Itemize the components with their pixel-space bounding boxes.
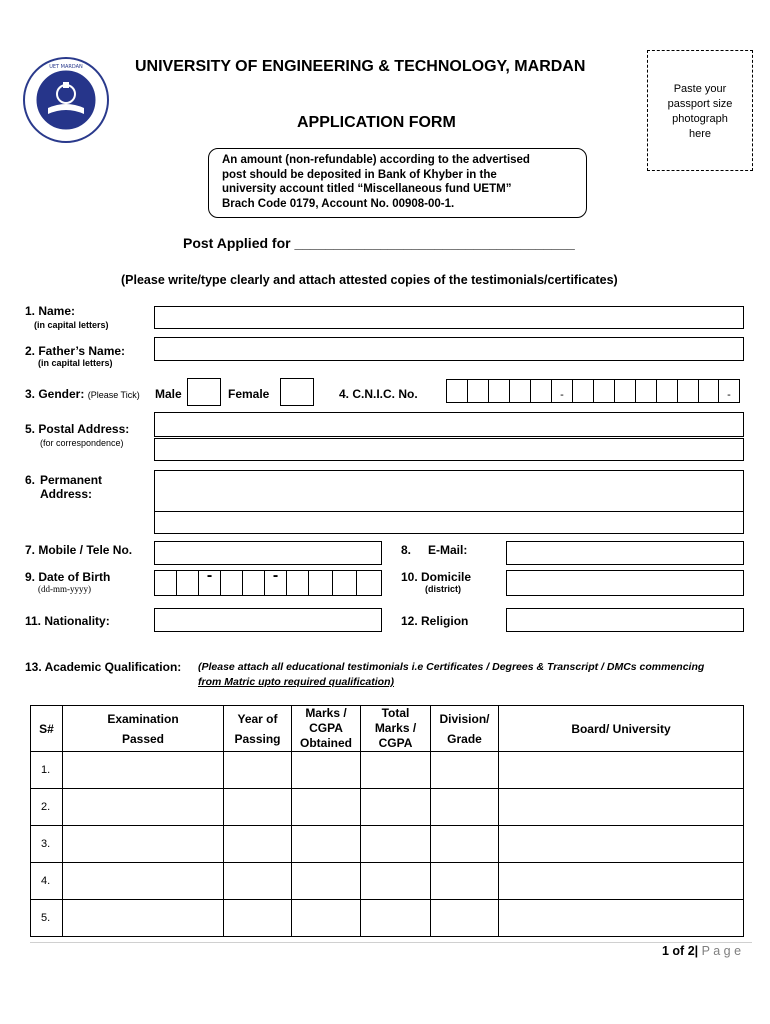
board-cell[interactable]	[499, 826, 744, 863]
board-cell[interactable]	[499, 863, 744, 900]
nationality-input[interactable]	[154, 608, 382, 632]
cnic-cell[interactable]	[677, 379, 699, 403]
marks-cell[interactable]	[292, 863, 361, 900]
header-division-text: Division/	[439, 711, 490, 726]
row-number: 4.	[31, 863, 63, 900]
page-number: 1 of 2	[662, 944, 695, 958]
cnic-cell[interactable]	[656, 379, 678, 403]
row-number: 2.	[31, 789, 63, 826]
domicile-label: 10. Domicile	[401, 570, 472, 584]
total-cell[interactable]	[361, 826, 431, 863]
page-word: P a g e	[701, 944, 742, 958]
fee-notice	[208, 148, 587, 218]
dob-cell[interactable]	[176, 570, 199, 596]
academic-note-line: from Matric upto required qualification)	[198, 676, 395, 688]
dob-cell[interactable]	[308, 570, 333, 596]
dob-dash-cell	[198, 567, 221, 596]
exam-cell[interactable]	[63, 900, 224, 937]
notice-line: Brach Code 0179, Account No. 00908-00-1.	[222, 197, 455, 210]
cnic-cell[interactable]	[635, 379, 657, 403]
name-input[interactable]	[154, 306, 744, 329]
photo-text-line: photograph	[672, 113, 728, 125]
cnic-label: 4. C.N.I.C. No.	[339, 387, 418, 401]
permanent-address-label: Permanent	[40, 473, 103, 487]
marks-cell[interactable]	[292, 826, 361, 863]
cnic-cell[interactable]	[593, 379, 615, 403]
header-division-text: Grade	[447, 731, 482, 746]
page-separator: |	[694, 944, 699, 958]
male-label: Male	[155, 387, 182, 401]
photo-text-line: here	[688, 128, 712, 140]
cnic-dash: -	[727, 389, 731, 401]
nationality-label: 11. Nationality:	[25, 614, 110, 628]
email-input[interactable]	[506, 541, 744, 565]
cnic-dash: -	[560, 389, 564, 401]
university-title: UNIVERSITY OF ENGINEERING & TECHNOLOGY, MARDAN	[135, 58, 586, 75]
email-label: E-Mail:	[428, 543, 468, 557]
header-marks-text: Obtained	[299, 736, 352, 750]
header-board-text: Board/ University	[571, 721, 671, 736]
marks-cell[interactable]	[292, 752, 361, 789]
year-cell[interactable]	[224, 826, 292, 863]
dob-hint: (dd-mm-yyyy)	[38, 584, 91, 594]
post-applied-field[interactable]: Post Applied for ____________________________________	[183, 235, 575, 251]
academic-note	[198, 660, 704, 690]
header-total	[361, 706, 431, 752]
table-row	[31, 752, 744, 789]
academic-header-row	[31, 706, 744, 752]
dob-dash: -	[272, 567, 279, 584]
header-year-text: Passing	[234, 731, 281, 746]
header-division	[431, 706, 499, 752]
table-row	[31, 789, 744, 826]
division-cell[interactable]	[431, 789, 499, 826]
dob-cell[interactable]	[220, 570, 243, 596]
exam-cell[interactable]	[63, 863, 224, 900]
cnic-cell[interactable]	[698, 379, 719, 403]
domicile-hint: (district)	[425, 584, 461, 594]
header-total-text: Total	[381, 706, 410, 720]
gender-label	[25, 387, 140, 401]
mobile-input[interactable]	[154, 541, 382, 565]
header-total-text: Marks /	[374, 721, 417, 735]
father-name-input[interactable]	[154, 337, 744, 361]
notice-line: university account titled “Miscellaneous fund UETM”	[222, 183, 512, 195]
notice-line: post should be deposited in Bank of Khyber in the	[222, 168, 497, 181]
form-title: APPLICATION FORM	[297, 114, 456, 131]
dob-cell[interactable]	[154, 570, 177, 596]
total-cell[interactable]	[361, 863, 431, 900]
header-sno	[31, 706, 63, 752]
svg-text:UET MARDAN: UET MARDAN	[49, 64, 83, 70]
board-cell[interactable]	[499, 752, 744, 789]
board-cell[interactable]	[499, 789, 744, 826]
header-board	[499, 706, 744, 752]
header-sno-text: S#	[39, 721, 54, 736]
dob-cell[interactable]	[286, 570, 309, 596]
exam-cell[interactable]	[63, 826, 224, 863]
cnic-cell[interactable]	[467, 379, 489, 403]
religion-input[interactable]	[506, 608, 744, 632]
dob-label: 9. Date of Birth	[25, 570, 111, 584]
permanent-address-line2[interactable]	[154, 511, 744, 534]
instruction-text: (Please write/type clearly and attach attested copies of the testimonials/certificates)	[121, 273, 618, 287]
postal-address-hint: (for correspondence)	[40, 438, 124, 448]
permanent-address-line1[interactable]	[154, 470, 744, 512]
table-row	[31, 900, 744, 937]
header-year	[224, 706, 292, 752]
header-exam	[63, 706, 224, 752]
division-cell[interactable]	[431, 900, 499, 937]
header-exam-text: Examination	[107, 711, 179, 726]
dob-dash-cell	[264, 567, 287, 596]
total-cell[interactable]	[361, 900, 431, 937]
postal-address-line1[interactable]	[154, 412, 744, 437]
row-number: 3.	[31, 826, 63, 863]
cnic-cell[interactable]	[530, 379, 552, 403]
division-cell[interactable]	[431, 863, 499, 900]
total-cell[interactable]	[361, 752, 431, 789]
cnic-dash-cell	[551, 379, 573, 403]
dob-input[interactable]	[154, 567, 382, 596]
header-total-text: CGPA	[378, 736, 413, 750]
cnic-dash-cell	[718, 379, 740, 403]
photo-text-line: Paste your	[673, 83, 727, 95]
gender-label-text: 3. Gender:	[25, 387, 85, 401]
name-hint: (in capital letters)	[34, 320, 109, 330]
gender-hint: (Please Tick)	[87, 390, 140, 400]
academic-table	[30, 705, 744, 937]
board-cell[interactable]	[499, 900, 744, 937]
father-name-hint: (in capital letters)	[38, 358, 113, 368]
email-number: 8.	[401, 543, 412, 557]
header-marks-text: CGPA	[309, 721, 343, 735]
exam-cell[interactable]	[63, 752, 224, 789]
university-logo	[22, 56, 110, 144]
permanent-address-number: 6.	[25, 473, 36, 487]
footer-rule	[30, 942, 752, 943]
name-label: 1. Name:	[25, 304, 76, 318]
dob-dash: -	[206, 567, 213, 584]
academic-note-line: (Please attach all educational testimonials i.e Certificates / Degrees & Transcript / DMCs commencing	[198, 661, 705, 673]
cnic-cell[interactable]	[488, 379, 510, 403]
mobile-label: 7. Mobile / Tele No.	[25, 543, 133, 557]
division-cell[interactable]	[431, 826, 499, 863]
female-checkbox[interactable]	[280, 378, 314, 406]
academic-label: 13. Academic Qualification:	[25, 660, 182, 674]
row-number: 1.	[31, 752, 63, 789]
marks-cell[interactable]	[292, 789, 361, 826]
postal-address-line2[interactable]	[154, 438, 744, 461]
religion-label: 12. Religion	[401, 614, 469, 628]
header-exam-text: Passed	[121, 731, 165, 746]
year-cell[interactable]	[224, 789, 292, 826]
cnic-cell[interactable]	[572, 379, 594, 403]
dob-cell[interactable]	[356, 570, 382, 596]
male-checkbox[interactable]	[187, 378, 221, 406]
division-cell[interactable]	[431, 752, 499, 789]
exam-cell[interactable]	[63, 789, 224, 826]
cnic-input[interactable]	[446, 379, 740, 403]
notice-line: An amount (non-refundable) according to the advertised	[222, 154, 530, 166]
postal-address-label: 5. Postal Address:	[25, 422, 130, 436]
cnic-cell[interactable]	[509, 379, 531, 403]
year-cell[interactable]	[224, 900, 292, 937]
year-cell[interactable]	[224, 863, 292, 900]
cnic-cell[interactable]	[614, 379, 636, 403]
dob-cell[interactable]	[242, 570, 265, 596]
table-row	[31, 863, 744, 900]
domicile-input[interactable]	[506, 570, 744, 596]
header-year-text: Year of	[237, 711, 278, 726]
header-marks	[292, 706, 361, 752]
permanent-address-label: Address:	[40, 487, 93, 501]
female-label: Female	[228, 387, 270, 401]
cnic-cell[interactable]	[446, 379, 468, 403]
row-number: 5.	[31, 900, 63, 937]
logo-emblem-icon	[22, 56, 110, 144]
photo-placeholder[interactable]	[647, 50, 753, 171]
total-cell[interactable]	[361, 789, 431, 826]
year-cell[interactable]	[224, 752, 292, 789]
photo-text-line: passport size	[667, 98, 733, 110]
father-name-label: 2. Father’s Name:	[25, 344, 126, 358]
table-row	[31, 826, 744, 863]
dob-cell[interactable]	[332, 570, 357, 596]
page-footer	[662, 944, 741, 958]
marks-cell[interactable]	[292, 900, 361, 937]
header-marks-text: Marks /	[305, 706, 347, 720]
